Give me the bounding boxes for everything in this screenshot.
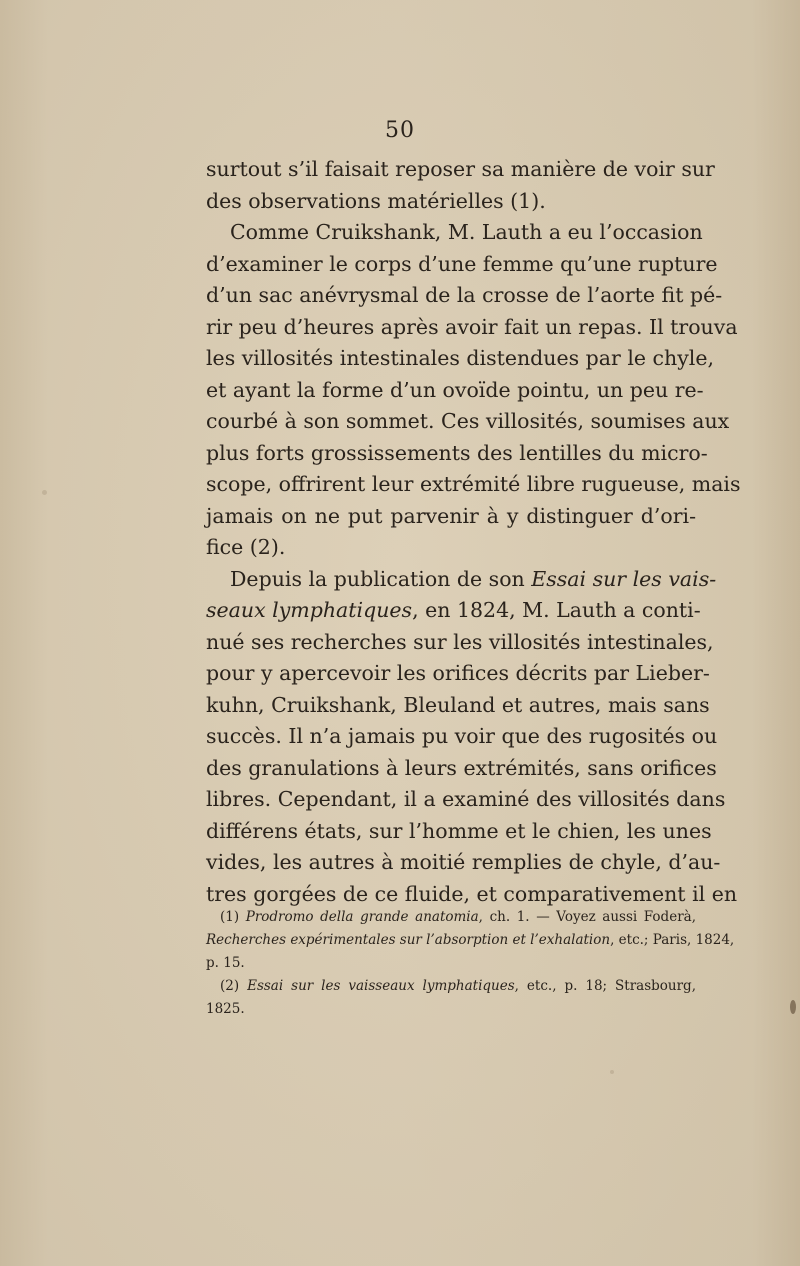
book-title: seaux lymphatiques <box>206 598 413 622</box>
text-line: jamais on ne put parvenir à y distinguer d’ori- <box>206 503 696 528</box>
text-run: Depuis la publication de son <box>230 566 532 591</box>
book-title: Essai sur les vais- <box>531 566 717 591</box>
footnote-mark: (1) <box>220 909 240 925</box>
footnotes <box>206 906 735 1017</box>
footnote-title: Recherches expérimentales sur l’absorption et l’exhalation <box>206 932 611 948</box>
footnote-2 <box>206 975 696 998</box>
text-line <box>206 595 701 627</box>
footnote-mark: (2) <box>220 978 240 994</box>
text-line: succès. Il n’a jamais pu voir que des rugosités ou <box>206 724 718 748</box>
text-line: différens états, sur l’homme et le chien, les unes <box>206 818 712 843</box>
text-line: nué ses recherches sur les villosités intestinales, <box>206 629 714 654</box>
text-line: Comme Cruikshank, M. Lauth a eu l’occasion <box>230 220 703 244</box>
footnote-1-end: p. 15. <box>206 955 245 971</box>
text-line: fice (2). <box>206 535 286 559</box>
paper-stain <box>610 1070 614 1074</box>
text-line: rir peu d’heures après avoir fait un repas. Il trouva <box>206 314 738 339</box>
text-line: pour y apercevoir les orifices décrits par Lieber- <box>206 661 710 685</box>
text-run: , en 1824, M. Lauth a conti- <box>412 598 701 622</box>
footnote-title: Prodromo della grande anatomia <box>245 909 479 925</box>
paper-stain <box>42 490 47 495</box>
text-line: tres gorgées de ce fluide, et comparativement il en <box>206 881 738 906</box>
text-line <box>206 564 717 596</box>
text-line: vides, les autres à moitié remplies de chyle, d’au- <box>206 850 721 874</box>
text-line: libres. Cependant, il a examiné des villosités dans <box>206 787 726 811</box>
text-line: des observations matérielles (1). <box>206 188 546 213</box>
text-line: les villosités intestinales distendues par le chyle, <box>206 346 714 370</box>
footnote-title: Essai sur les vaisseaux lymphatiques <box>247 978 515 994</box>
text-line: kuhn, Cruikshank, Bleuland et autres, mais sans <box>206 692 710 717</box>
text-line: des granulations à leurs extrémités, sans orifices <box>206 755 717 780</box>
text-line: plus forts grossissements des lentilles du micro- <box>206 440 708 465</box>
paper-stain <box>790 1000 796 1014</box>
body-text <box>206 154 741 910</box>
text-line: surtout s’il faisait reposer sa manière de voir sur <box>206 157 715 181</box>
footnote-text: , etc.; Paris, 1824, <box>610 932 735 948</box>
footnote-text: , etc., p. 18; Strasbourg, <box>514 978 696 994</box>
footnote-text: , ch. 1. — Voyez aussi Foderà, <box>478 909 696 925</box>
text-line: d’un sac anévrysmal de la crosse de l’aorte fit pé- <box>206 283 723 307</box>
footnote-1 <box>206 906 696 929</box>
text-line: courbé à son sommet. Ces villosités, soumises aux <box>206 409 730 433</box>
footnote-1-cont <box>206 929 735 952</box>
text-line: d’examiner le corps d’une femme qu’une rupture <box>206 251 718 276</box>
text-line: et ayant la forme d’un ovoïde pointu, un peu re- <box>206 377 704 402</box>
footnote-2-cut <box>206 998 696 1017</box>
footnote-2-end: 1825. <box>206 1001 245 1017</box>
text-line: scope, offrirent leur extrémité libre rugueuse, mais <box>206 472 741 496</box>
page-number: 50 <box>385 118 415 143</box>
